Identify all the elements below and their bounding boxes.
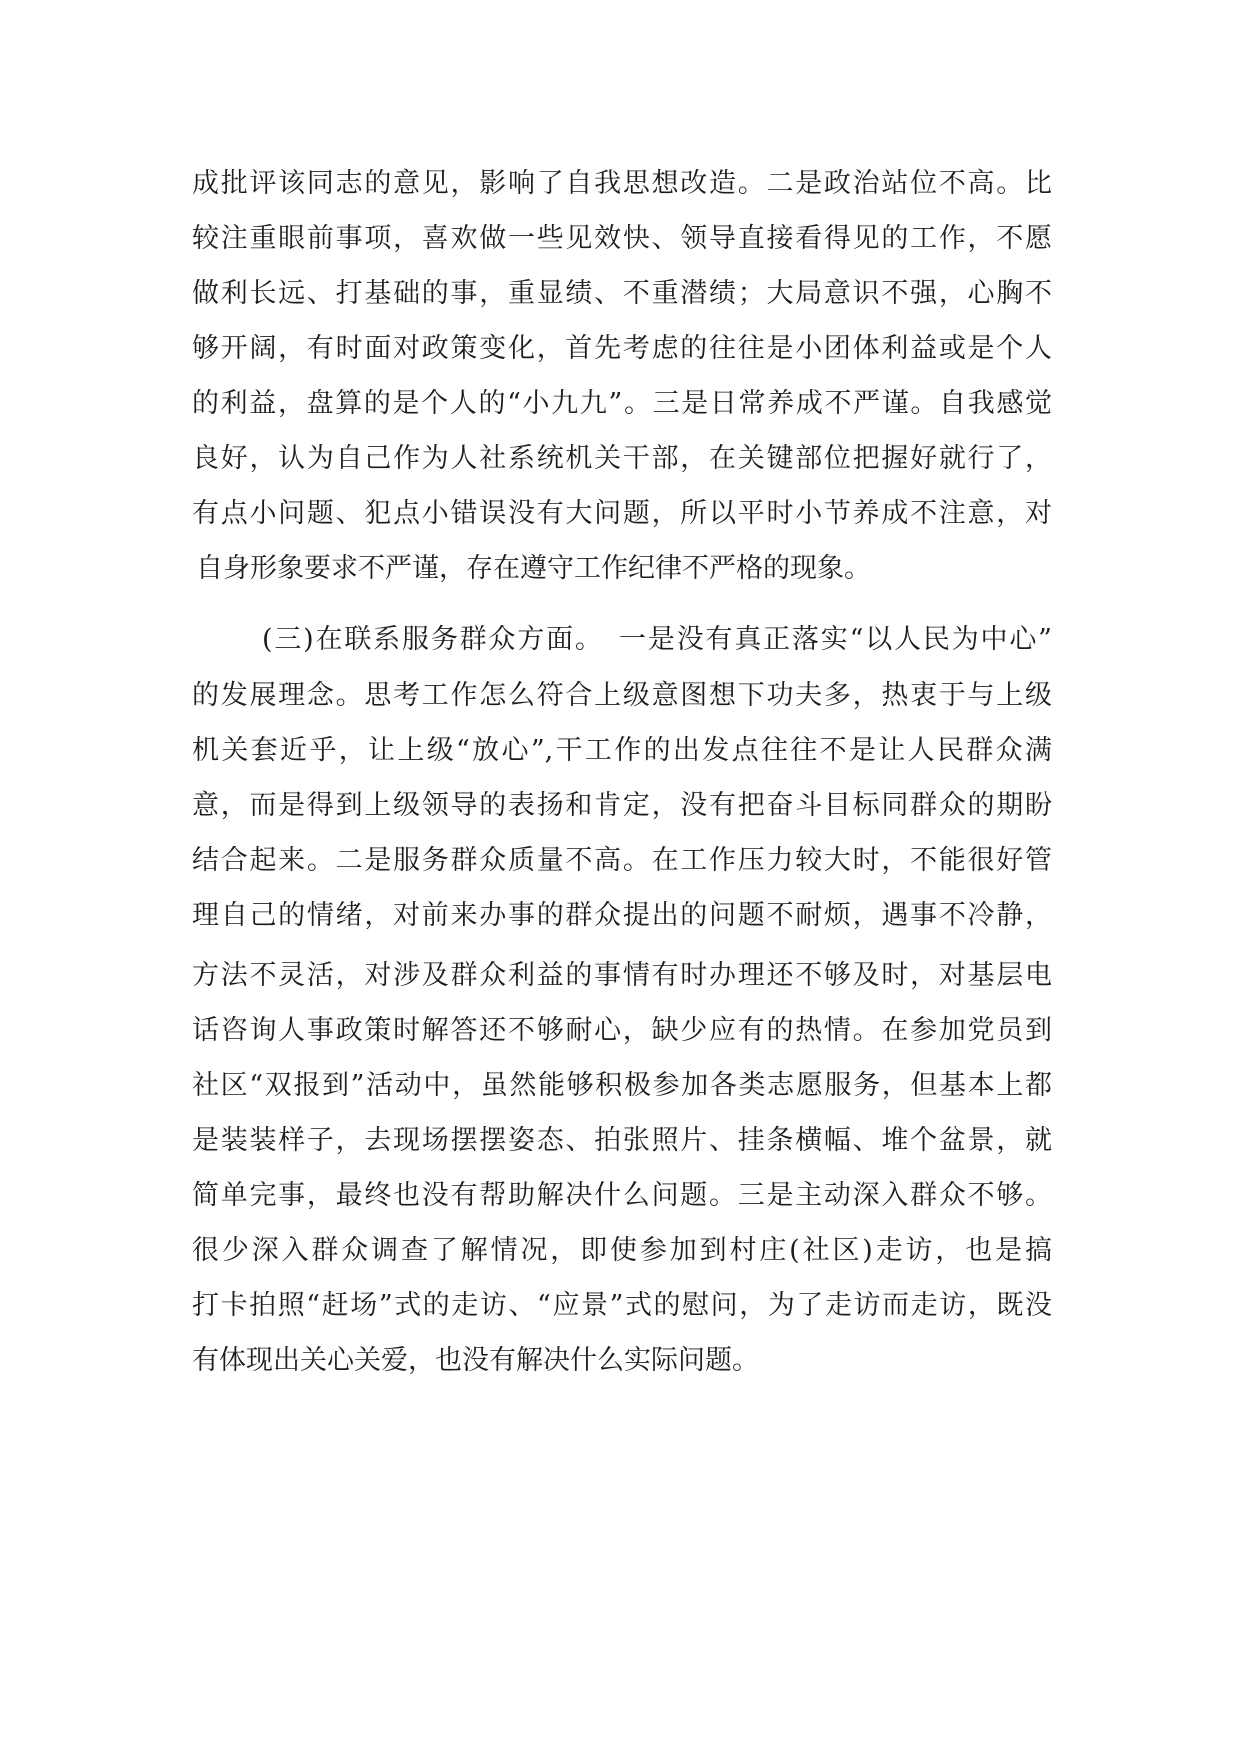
text-line: 做利长远、打基础的事，重显绩、不重潜绩；大局意识不强，心胸不 <box>192 278 1052 309</box>
text-line: 简单完事，最终也没有帮助解决什么问题。三是主动深入群众不够。 <box>192 1180 1052 1211</box>
text-line: 社区“双报到”活动中，虽然能够积极参加各类志愿服务，但基本上都 <box>192 1070 1052 1101</box>
text-line: 的利益，盘算的是个人的“小九九”。三是日常养成不严谨。自我感觉 <box>192 388 1052 419</box>
text-line: 有点小问题、犯点小错误没有大问题，所以平时小节养成不注意，对 <box>192 498 1052 529</box>
text-line: 话咨询人事政策时解答还不够耐心，缺少应有的热情。在参加党员到 <box>192 1015 1052 1046</box>
text-line: 意，而是得到上级领导的表扬和肯定，没有把奋斗目标同群众的期盼 <box>192 790 1052 821</box>
text-line: 结合起来。二是服务群众质量不高。在工作压力较大时，不能很好管 <box>192 845 1052 876</box>
text-line: 是装装样子，去现场摆摆姿态、拍张照片、挂条横幅、堆个盆景，就 <box>192 1125 1052 1156</box>
text-line: 理自己的情绪，对前来办事的群众提出的问题不耐烦，遇事不冷静， <box>192 900 1052 931</box>
text-line: 良好，认为自己作为人社系统机关干部，在关键部位把握好就行了， <box>192 443 1052 474</box>
text-line: 的发展理念。思考工作怎么符合上级意图想下功夫多，热衷于与上级 <box>192 680 1052 711</box>
text-line: 有体现出关心关爱，也没有解决什么实际问题。 <box>192 1345 759 1376</box>
text-line: 成批评该同志的意见，影响了自我思想改造。二是政治站位不高。比 <box>192 168 1052 199</box>
text-line: 够开阔，有时面对政策变化，首先考虑的往往是小团体利益或是个人 <box>192 333 1052 364</box>
text-line: 很少深入群众调查了解情况，即使参加到村庄(社区)走访，也是搞 <box>192 1235 1052 1266</box>
text-line: 较注重眼前事项，喜欢做一些见效快、领导直接看得见的工作，不愿 <box>192 223 1052 254</box>
text-line: 机关套近乎，让上级“放心”,干工作的出发点往往不是让人民群众满 <box>192 735 1052 766</box>
section-heading-line: (三)在联系服务群众方面。 一是没有真正落实“以人民为中心” <box>262 624 1052 655</box>
text-line: 自身形象要求不严谨，存在遵守工作纪律不严格的现象。 <box>196 553 871 584</box>
text-line: 打卡拍照“赶场”式的走访、“应景”式的慰问，为了走访而走访，既没 <box>192 1290 1052 1321</box>
text-line: 方法不灵活，对涉及群众利益的事情有时办理还不够及时，对基层电 <box>192 960 1052 991</box>
